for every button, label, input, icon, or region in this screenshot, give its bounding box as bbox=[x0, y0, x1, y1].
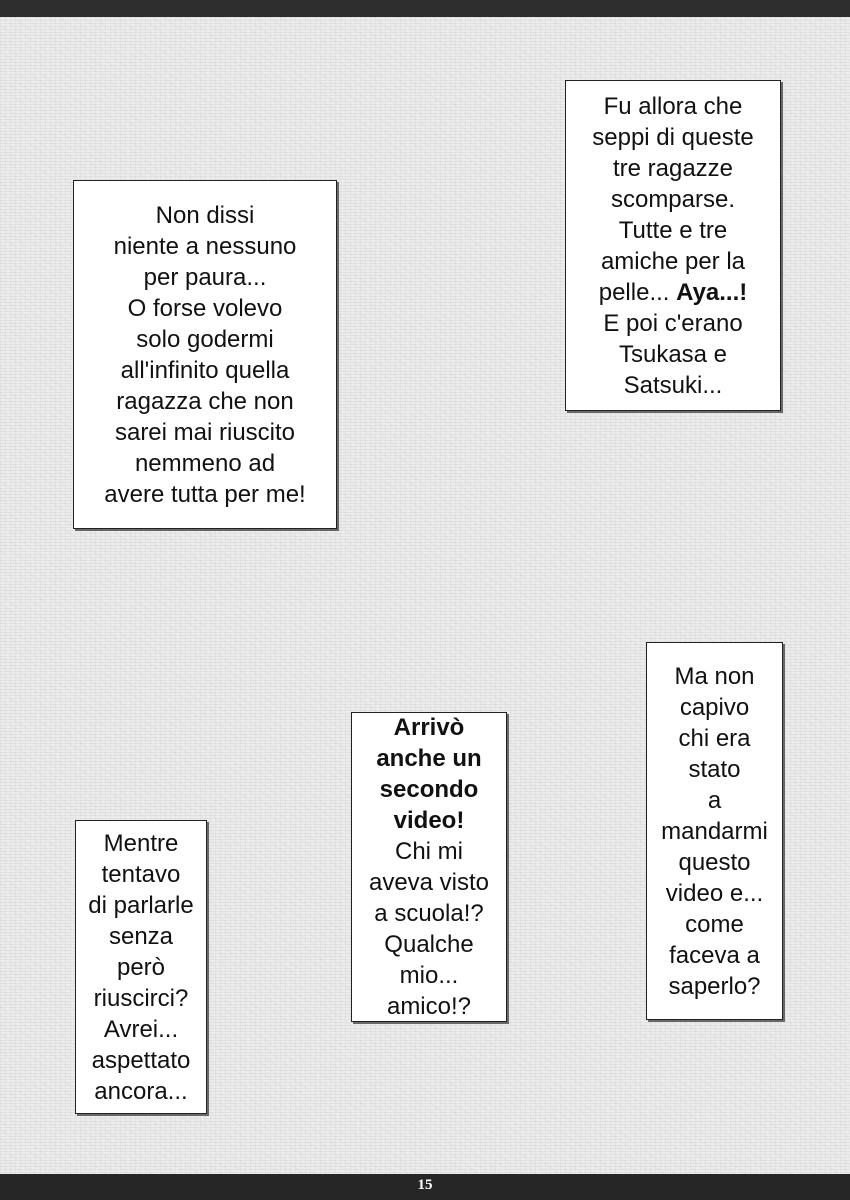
page-number: 15 bbox=[417, 1177, 433, 1193]
caption-emphasis-aya: Aya...! bbox=[676, 278, 748, 306]
caption-line: senza bbox=[108, 922, 174, 950]
caption-line: a scuola!? bbox=[374, 900, 484, 927]
caption-line: amico!? bbox=[386, 993, 472, 1020]
caption-line-bold: secondo bbox=[379, 776, 479, 803]
caption-line: capivo bbox=[679, 693, 750, 721]
caption-line: avere tutta per me! bbox=[104, 480, 306, 508]
caption-line: Mentre bbox=[103, 829, 179, 857]
caption-line: scomparse. bbox=[610, 185, 736, 213]
caption-line: Ma non bbox=[674, 662, 755, 690]
caption-line: a bbox=[707, 786, 722, 814]
caption-line: questo bbox=[678, 848, 751, 876]
top-frame-bar bbox=[0, 0, 850, 17]
caption-text: pelle... bbox=[598, 278, 677, 306]
caption-line: Avrei... bbox=[103, 1015, 179, 1043]
caption-line: tentavo bbox=[101, 860, 181, 888]
caption-line-aya bbox=[599, 277, 748, 308]
caption-line: di parlarle bbox=[88, 891, 194, 919]
caption-box-who-sent-video bbox=[646, 642, 783, 1020]
caption-line: Qualche bbox=[384, 931, 474, 958]
caption-box-second-video bbox=[351, 712, 507, 1022]
caption-line: seppi di queste bbox=[592, 123, 754, 151]
caption-line: amiche per la bbox=[600, 247, 746, 275]
caption-box-three-girls bbox=[565, 80, 781, 411]
caption-line: stato bbox=[688, 755, 741, 783]
caption-line: saperlo? bbox=[668, 972, 761, 1000]
caption-line: però bbox=[116, 953, 166, 981]
caption-line: all'infinito quella bbox=[120, 356, 290, 384]
caption-line: aveva visto bbox=[368, 869, 490, 896]
caption-line: tre ragazze bbox=[612, 154, 734, 182]
caption-line: faceva a bbox=[669, 941, 760, 969]
caption-line: video e... bbox=[665, 879, 764, 907]
caption-line: riuscirci? bbox=[93, 984, 189, 1012]
caption-line: Chi mi bbox=[394, 838, 463, 865]
caption-line: niente a nessuno bbox=[113, 232, 297, 260]
caption-line: ragazza che non bbox=[116, 387, 294, 415]
caption-line: chi era bbox=[678, 724, 751, 752]
caption-box-no-one-told bbox=[73, 180, 337, 529]
caption-line: O forse volevo bbox=[127, 294, 283, 322]
caption-line: come bbox=[685, 910, 744, 938]
caption-line: mandarmi bbox=[661, 817, 768, 845]
caption-line: per paura... bbox=[143, 263, 267, 291]
caption-line: E poi c'erano bbox=[603, 309, 743, 337]
caption-line-bold: Arrivò bbox=[393, 714, 465, 741]
caption-line: ancora... bbox=[94, 1077, 188, 1105]
caption-line: Tsukasa e bbox=[618, 340, 728, 368]
caption-line: Satsuki... bbox=[623, 371, 723, 399]
caption-line: Tutte e tre bbox=[618, 216, 728, 244]
caption-box-tried-to-talk bbox=[75, 820, 207, 1114]
caption-line: Non dissi bbox=[155, 201, 255, 229]
caption-line-bold: anche un bbox=[376, 745, 482, 772]
caption-line-bold: video! bbox=[393, 807, 465, 834]
caption-line: sarei mai riuscito bbox=[114, 418, 296, 446]
caption-line: solo godermi bbox=[136, 325, 274, 353]
caption-line: aspettato bbox=[91, 1046, 191, 1074]
caption-line: mio... bbox=[399, 962, 459, 989]
caption-line: Fu allora che bbox=[603, 92, 743, 120]
caption-line: nemmeno ad bbox=[134, 449, 276, 477]
